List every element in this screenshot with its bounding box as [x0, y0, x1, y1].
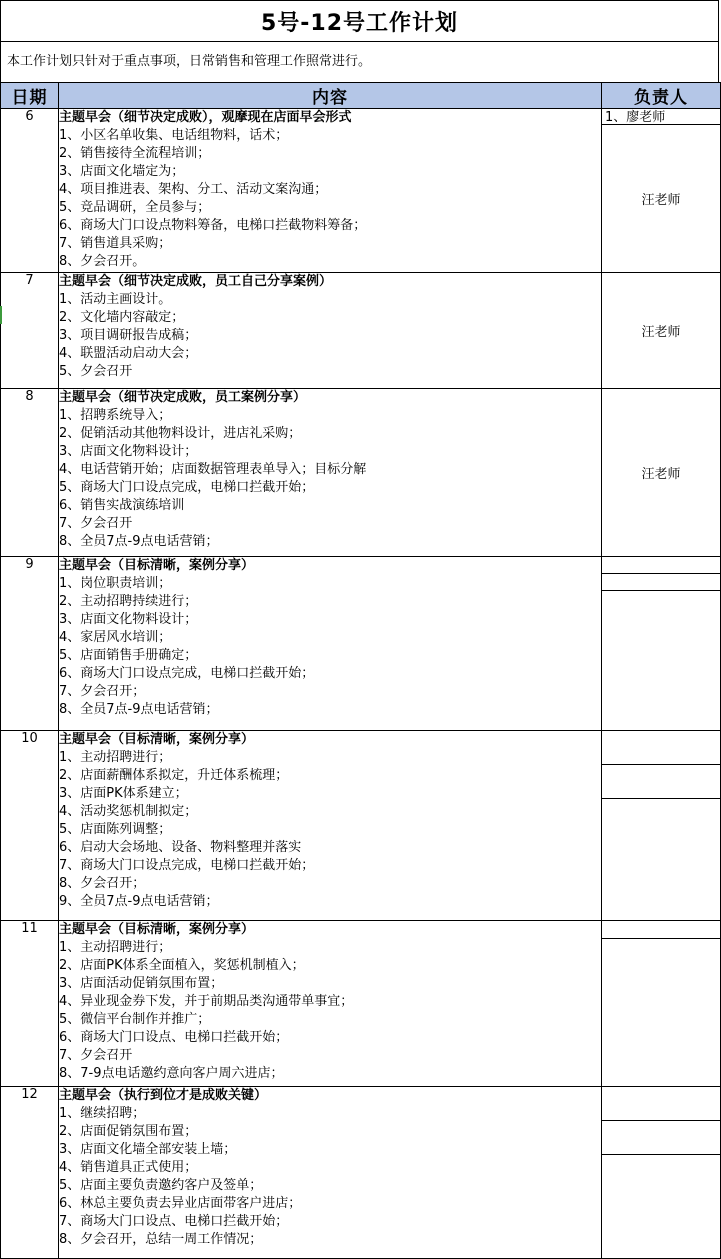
owner-cell[interactable]: [602, 921, 721, 1087]
task-item: 4、活动奖惩机制拟定；: [59, 804, 198, 819]
task-item: 1、主动招聘进行；: [59, 750, 172, 765]
task-item: 1、活动主画设计。: [59, 292, 172, 307]
table-row: [1, 1087, 721, 1259]
content-cell[interactable]: [59, 731, 602, 921]
owner-name: [602, 1087, 720, 1121]
date-cell[interactable]: 6: [1, 109, 59, 273]
task-item: 4、家居风水培训；: [59, 630, 172, 645]
page-title: 5号-12号工作计划: [0, 0, 719, 42]
meeting-topic: 主题早会（目标清晰，案例分享）: [59, 558, 255, 573]
task-item: 4、异业现金券下发，并于前期品类沟通带单事宜；: [59, 994, 354, 1009]
task-item: 7、夕会召开: [59, 516, 133, 531]
task-item: 5、微信平台制作并推广；: [59, 1012, 211, 1027]
task-item: 2、文化墙内容敲定；: [59, 310, 185, 325]
date-cell[interactable]: 9: [1, 557, 59, 731]
meeting-topic: 主题早会（目标清晰，案例分享）: [59, 922, 255, 937]
task-item: 6、启动大会场地、设备、物料整理并落实: [59, 840, 302, 855]
task-item: 7、夕会召开；: [59, 684, 146, 699]
owner-cell[interactable]: [602, 109, 721, 273]
task-item: 8、全员7点-9点电话营销；: [59, 534, 219, 549]
task-item: 2、店面薪酬体系拟定，升迁体系梳理；: [59, 768, 289, 783]
task-item: 2、店面PK体系全面植入，奖惩机制植入；: [59, 958, 305, 973]
date-cell[interactable]: 7: [1, 273, 59, 389]
owner-name: [602, 731, 720, 765]
task-item: 5、竞品调研，全员参与；: [59, 200, 211, 215]
table-row: [1, 273, 721, 389]
task-item: 1、继续招聘；: [59, 1106, 146, 1121]
owner-name: [602, 799, 720, 920]
task-item: 5、店面陈列调整；: [59, 822, 172, 837]
date-cell[interactable]: 12: [1, 1087, 59, 1259]
content-cell[interactable]: [59, 921, 602, 1087]
owner-name: 1、廖老师: [602, 109, 720, 125]
table-row: [1, 921, 721, 1087]
task-item: 3、店面文化墙全部安装上墙；: [59, 1142, 237, 1157]
owner-cell[interactable]: [602, 731, 721, 921]
date-cell[interactable]: 8: [1, 389, 59, 557]
task-item: 3、店面文化物料设计；: [59, 444, 198, 459]
meeting-topic: 主题早会（细节决定成败，员工案例分享）: [59, 390, 307, 405]
owner-name: [602, 765, 720, 799]
task-item: 8、全员7点-9点电话营销；: [59, 702, 219, 717]
task-item: 3、项目调研报告成稿；: [59, 328, 198, 343]
task-item: 4、销售道具正式使用；: [59, 1160, 198, 1175]
meeting-topic: 主题早会（执行到位才是成败关键）: [59, 1088, 268, 1103]
table-row: [1, 557, 721, 731]
task-item: 5、夕会召开: [59, 364, 133, 379]
task-item: 7、商场大门口设点、电梯口拦截开始；: [59, 1214, 289, 1229]
task-item: 1、主动招聘进行；: [59, 940, 172, 955]
owner-name: [602, 939, 720, 1086]
header-content: 内容: [59, 83, 602, 109]
owner-cell[interactable]: [602, 273, 721, 389]
task-item: 2、主动招聘持续进行；: [59, 594, 198, 609]
task-item: 6、商场大门口设点物料筹备，电梯口拦截物料筹备；: [59, 218, 367, 233]
meeting-topic: 主题早会（细节决定成败），观摩现在店面早会形式: [59, 110, 352, 125]
task-item: 5、商场大门口设点完成，电梯口拦截开始；: [59, 480, 315, 495]
meeting-topic: 主题早会（目标清晰，案例分享）: [59, 732, 255, 747]
owner-cell[interactable]: [602, 557, 721, 731]
task-item: 2、促销活动其他物料设计，进店礼采购；: [59, 426, 302, 441]
owner-name: [602, 591, 720, 730]
owner-cell[interactable]: [602, 1087, 721, 1259]
task-item: 4、项目推进表、架构、分工、活动文案沟通；: [59, 182, 328, 197]
table-row: [1, 731, 721, 921]
owner-name: 汪老师: [641, 325, 681, 340]
task-item: 8、7-9点电话邀约意向客户周六进店；: [59, 1066, 284, 1081]
owner-name: [602, 557, 720, 574]
task-item: 4、电话营销开始；店面数据管理表单导入；目标分解: [59, 462, 367, 477]
owner-name: [602, 1155, 720, 1258]
task-item: 3、店面PK体系建立；: [59, 786, 188, 801]
content-cell[interactable]: [59, 389, 602, 557]
content-cell[interactable]: [59, 273, 602, 389]
owner-cell[interactable]: [602, 389, 721, 557]
task-item: 1、小区名单收集、电话组物料，话术；: [59, 128, 289, 143]
cell-marker: [0, 306, 2, 324]
content-cell[interactable]: [59, 109, 602, 273]
table-row: [1, 389, 721, 557]
date-cell[interactable]: 10: [1, 731, 59, 921]
task-item: 7、夕会召开: [59, 1048, 133, 1063]
task-item: 5、店面主要负责邀约客户及签单；: [59, 1178, 263, 1193]
header-owner: 负责人: [602, 83, 721, 109]
task-item: 1、招聘系统导入；: [59, 408, 172, 423]
task-item: 6、商场大门口设点、电梯口拦截开始；: [59, 1030, 289, 1045]
task-item: 1、岗位职责培训；: [59, 576, 172, 591]
plan-table: [0, 82, 721, 1259]
task-item: 9、全员7点-9点电话营销；: [59, 894, 219, 909]
plan-note: 本工作计划只针对于重点事项，日常销售和管理工作照常进行。: [0, 42, 719, 82]
task-item: 7、销售道具采购；: [59, 236, 172, 251]
meeting-topic: 主题早会（细节决定成败，员工自己分享案例）: [59, 274, 333, 289]
table-row: [1, 109, 721, 273]
task-item: 5、店面销售手册确定；: [59, 648, 198, 663]
plan-rows: [1, 109, 721, 1259]
task-item: 8、夕会召开，总结一周工作情况；: [59, 1232, 263, 1247]
owner-name: [602, 574, 720, 591]
date-cell[interactable]: 11: [1, 921, 59, 1087]
task-item: 2、销售接待全流程培训；: [59, 146, 211, 161]
task-item: 6、商场大门口设点完成，电梯口拦截开始；: [59, 666, 315, 681]
header-date: 日期: [1, 83, 59, 109]
task-item: 8、夕会召开；: [59, 876, 146, 891]
task-item: 7、商场大门口设点完成，电梯口拦截开始；: [59, 858, 315, 873]
owner-name: 汪老师: [641, 193, 681, 208]
task-item: 4、联盟活动启动大会；: [59, 346, 198, 361]
task-item: 3、店面文化物料设计；: [59, 612, 198, 627]
owner-name: [602, 1121, 720, 1155]
task-item: 3、店面活动促销氛围布置；: [59, 976, 224, 991]
owner-name: [602, 921, 720, 939]
content-cell[interactable]: [59, 1087, 602, 1259]
owner-name: 汪老师: [641, 467, 681, 482]
task-item: 2、店面促销氛围布置；: [59, 1124, 198, 1139]
task-item: 6、林总主要负责去异业店面带客户进店；: [59, 1196, 302, 1211]
content-cell[interactable]: [59, 557, 602, 731]
table-header-row: [1, 83, 721, 109]
task-item: 6、销售实战演练培训: [59, 498, 185, 513]
task-item: 8、夕会召开。: [59, 254, 146, 269]
task-item: 3、店面文化墙定为；: [59, 164, 185, 179]
